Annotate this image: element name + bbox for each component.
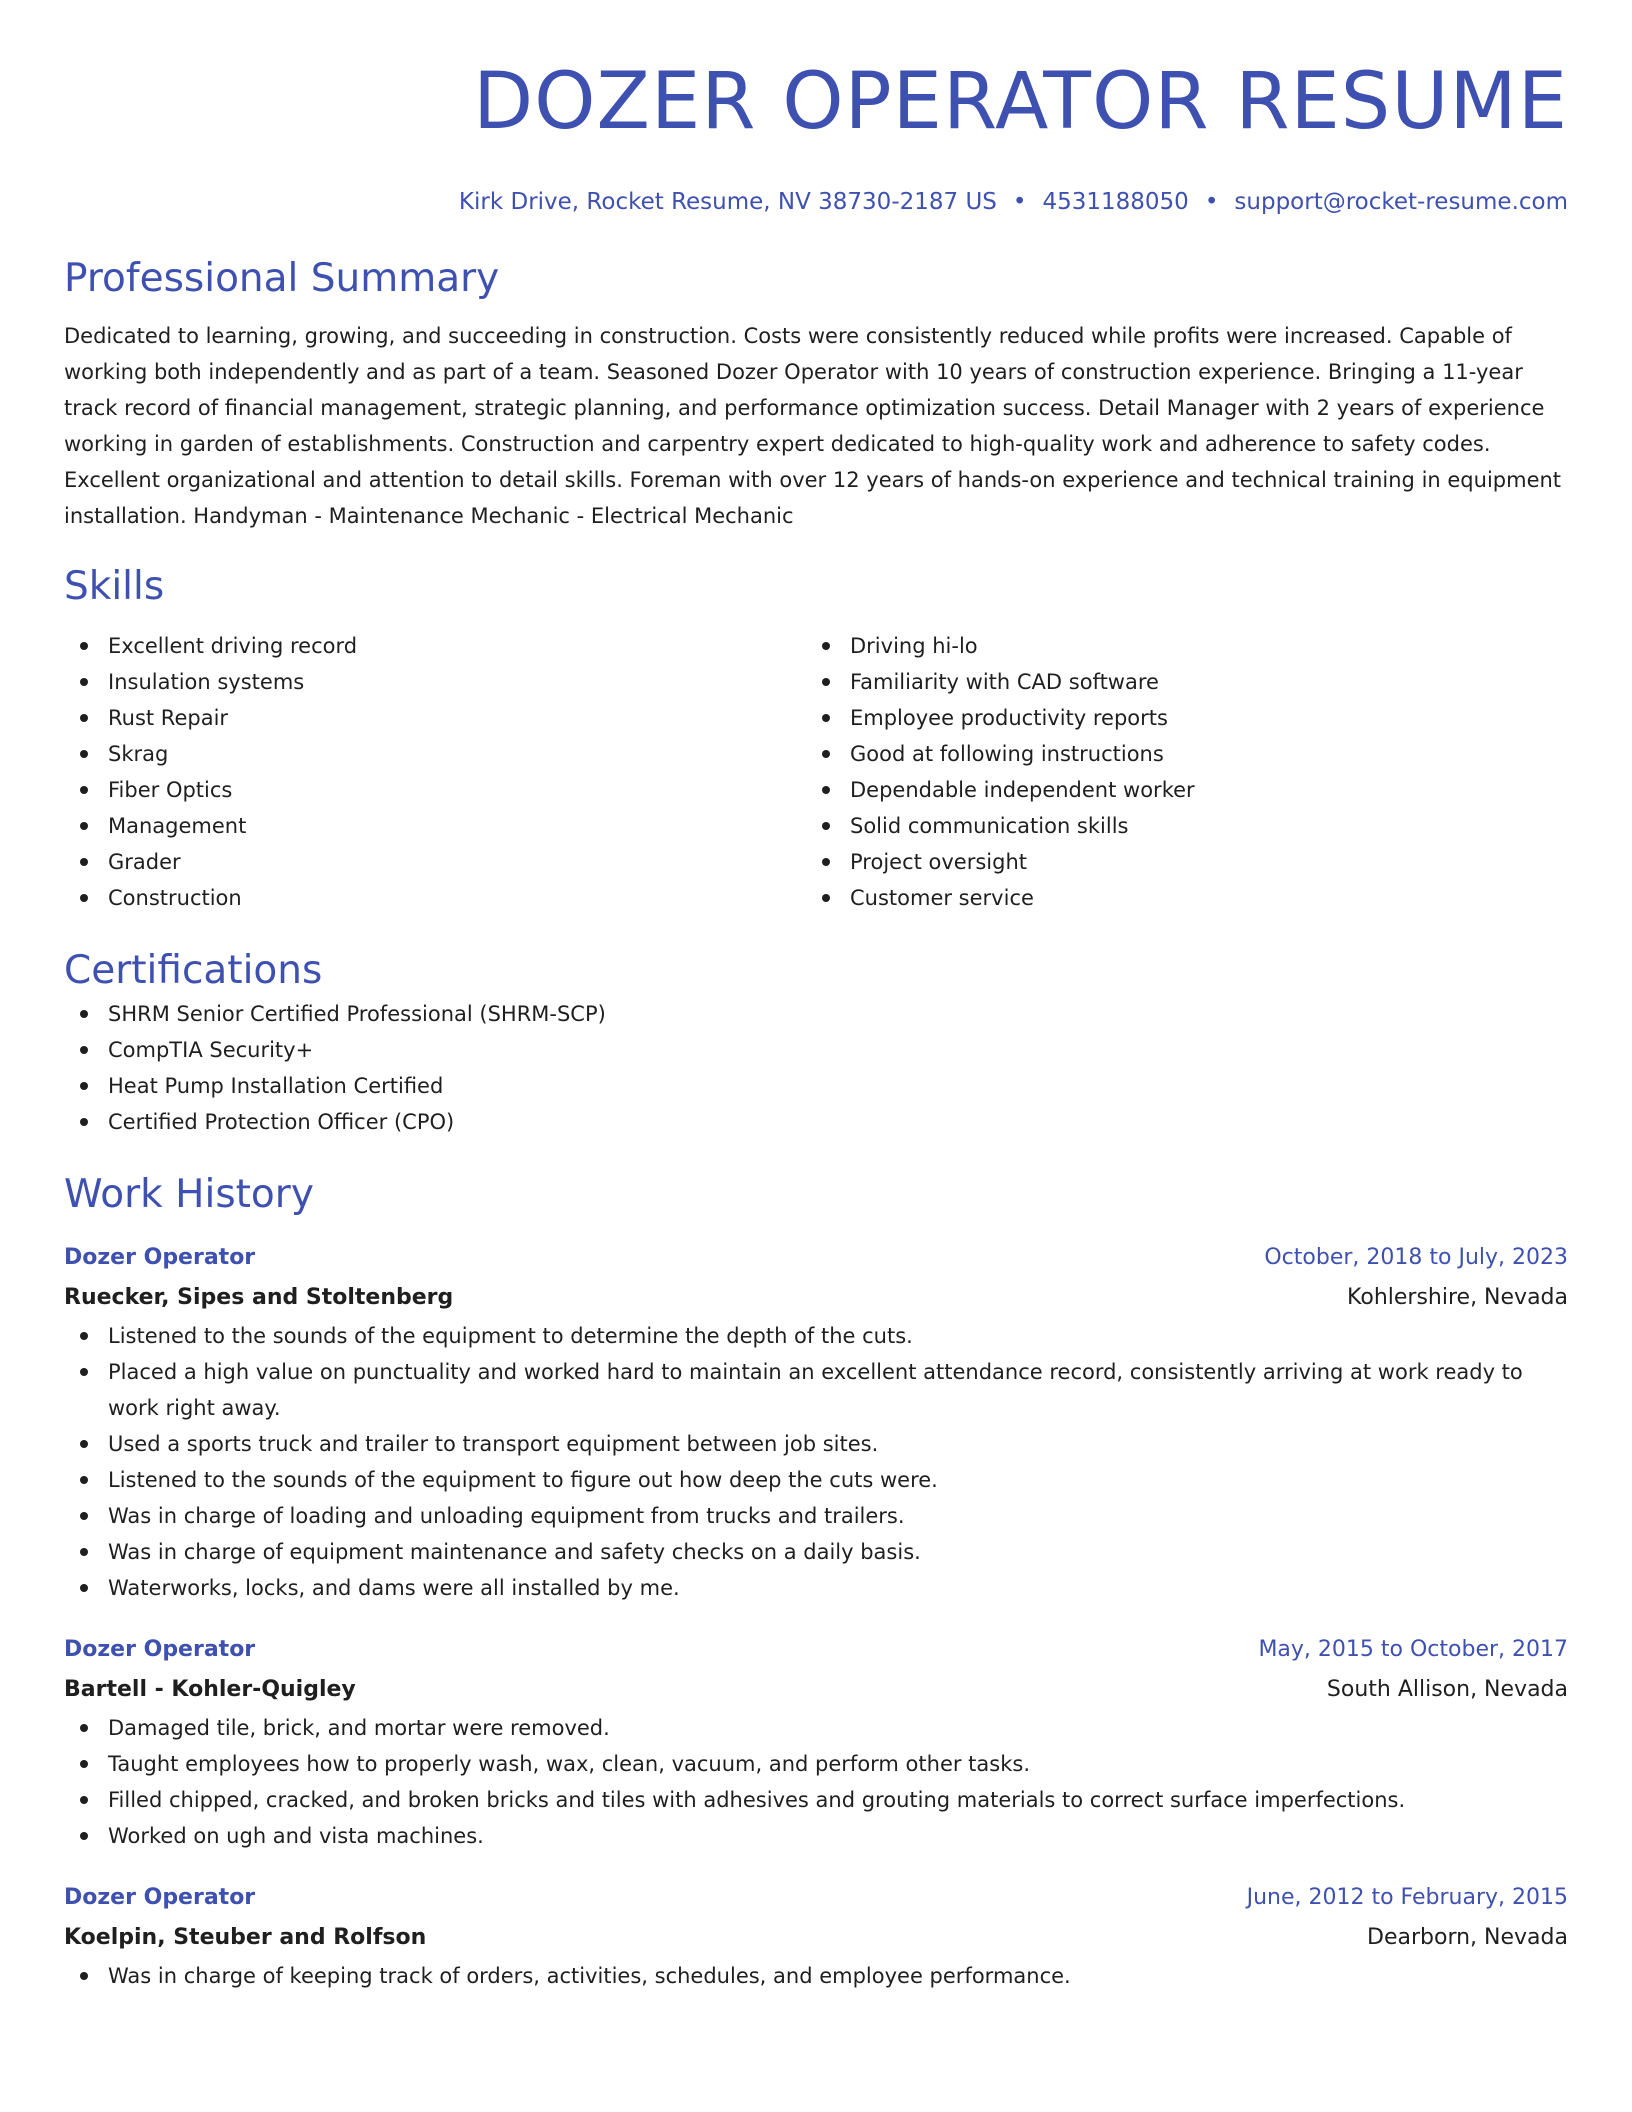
- job-entry: [64, 1630, 1568, 1854]
- skills-heading: Skills: [64, 564, 165, 609]
- job-dates: June, 2012 to February, 2015: [1246, 1885, 1568, 1910]
- summary-text: Dedicated to learning, growing, and succeeding in construction. Costs were consistently reduced while profits were increased. Capable of working both independently and as part of a team. Seasoned Dozer Operator with 10 years of construction experience. Bringing a 11-year track record of financial management, strategic planning, and performance optimization success. Detail Manager with 2 years of experience working in garden of establishments. Construction and carpentry expert dedicated to high-quality work and adherence to safety codes. Excellent organizational and attention to detail skills. Foreman with over 12 years of hands-on experience and technical training in equipment installation. Handyman - Maintenance Mechanic - Electrical Mechanic: [64, 324, 1562, 528]
- job-company: Bartell - Kohler-Quigley: [64, 1677, 356, 1702]
- job-duty-item: Was in charge of equipment maintenance and safety checks on a daily basis.: [64, 1534, 1568, 1570]
- job-duty-item: Was in charge of keeping track of orders, activities, schedules, and employee performance.: [64, 1958, 1568, 1994]
- certification-item: Heat Pump Installation Certified: [64, 1068, 1568, 1104]
- skill-item: Driving hi-lo: [806, 628, 1548, 664]
- skill-item: Skrag: [64, 736, 806, 772]
- skill-item: Rust Repair: [64, 700, 806, 736]
- resume-title: DOZER OPERATOR RESUME: [473, 57, 1568, 147]
- contact-separator: •: [1012, 189, 1027, 215]
- job-entry: [64, 1238, 1568, 1606]
- skill-item: Good at following instructions: [806, 736, 1548, 772]
- skill-item: Insulation systems: [64, 664, 806, 700]
- job-location: South Allison, Nevada: [1326, 1677, 1568, 1702]
- job-duty-item: Used a sports truck and trailer to transport equipment between job sites.: [64, 1426, 1568, 1462]
- certification-item: CompTIA Security+: [64, 1032, 1568, 1068]
- job-header-row: [64, 1238, 1568, 1278]
- job-duty-item: Taught employees how to properly wash, wax, clean, vacuum, and perform other tasks.: [64, 1746, 1568, 1782]
- skill-item: Project oversight: [806, 844, 1548, 880]
- job-company-row: [64, 1670, 1568, 1710]
- skills-grid: [64, 628, 1568, 916]
- job-duty-item: Filled chipped, cracked, and broken bricks and tiles with adhesives and grouting materials to correct surface imperfections.: [64, 1782, 1568, 1818]
- job-duties: [64, 1710, 1568, 1854]
- summary-heading: Professional Summary: [64, 256, 500, 301]
- certifications-heading: Certifications: [64, 948, 323, 993]
- job-duty-item: Listened to the sounds of the equipment to figure out how deep the cuts were.: [64, 1462, 1568, 1498]
- skill-item: Employee productivity reports: [806, 700, 1548, 736]
- job-dates: October, 2018 to July, 2023: [1264, 1245, 1568, 1270]
- skill-item: Customer service: [806, 880, 1548, 916]
- job-company: Koelpin, Steuber and Rolfson: [64, 1925, 427, 1950]
- job-role: Dozer Operator: [64, 1637, 256, 1662]
- job-role: Dozer Operator: [64, 1885, 256, 1910]
- skill-item: Solid communication skills: [806, 808, 1548, 844]
- skills-column-right: [806, 628, 1548, 916]
- job-location: Dearborn, Nevada: [1367, 1925, 1568, 1950]
- job-header-row: [64, 1878, 1568, 1918]
- skill-item: Dependable independent worker: [806, 772, 1548, 808]
- certification-item: Certified Protection Officer (CPO): [64, 1104, 1568, 1140]
- job-duty-item: Was in charge of loading and unloading equipment from trucks and trailers.: [64, 1498, 1568, 1534]
- job-duties: [64, 1318, 1568, 1606]
- job-entry: [64, 1878, 1568, 1994]
- skill-item: Construction: [64, 880, 806, 916]
- job-header-row: [64, 1630, 1568, 1670]
- job-duty-item: Damaged tile, brick, and mortar were removed.: [64, 1710, 1568, 1746]
- skill-item: Grader: [64, 844, 806, 880]
- job-role: Dozer Operator: [64, 1245, 256, 1270]
- job-duty-item: Worked on ugh and vista machines.: [64, 1818, 1568, 1854]
- job-company-row: [64, 1918, 1568, 1958]
- skill-item: Management: [64, 808, 806, 844]
- contact-line: [64, 186, 1568, 218]
- job-company: Ruecker, Sipes and Stoltenberg: [64, 1285, 454, 1310]
- skill-item: Fiber Optics: [64, 772, 806, 808]
- contact-address: Kirk Drive, Rocket Resume, NV 38730-2187 US: [458, 189, 997, 215]
- certification-item: SHRM Senior Certified Professional (SHRM-SCP): [64, 996, 1568, 1032]
- skills-column-left: [64, 628, 806, 916]
- contact-separator: •: [1204, 189, 1219, 215]
- work-history-heading: Work History: [64, 1172, 314, 1217]
- job-duty-item: Waterworks, locks, and dams were all installed by me.: [64, 1570, 1568, 1606]
- job-duty-item: Listened to the sounds of the equipment to determine the depth of the cuts.: [64, 1318, 1568, 1354]
- job-dates: May, 2015 to October, 2017: [1258, 1637, 1568, 1662]
- skill-item: Excellent driving record: [64, 628, 806, 664]
- contact-email[interactable]: support@rocket-resume.com: [1234, 189, 1568, 215]
- certifications-list: [64, 996, 1568, 1140]
- contact-phone[interactable]: 4531188050: [1042, 189, 1189, 215]
- job-duties: [64, 1958, 1568, 1994]
- job-duty-item: Placed a high value on punctuality and worked hard to maintain an excellent attendance record, consistently arriving at work ready to work right away.: [64, 1354, 1568, 1426]
- job-location: Kohlershire, Nevada: [1347, 1285, 1568, 1310]
- skill-item: Familiarity with CAD software: [806, 664, 1548, 700]
- job-company-row: [64, 1278, 1568, 1318]
- resume-header: [64, 52, 1568, 218]
